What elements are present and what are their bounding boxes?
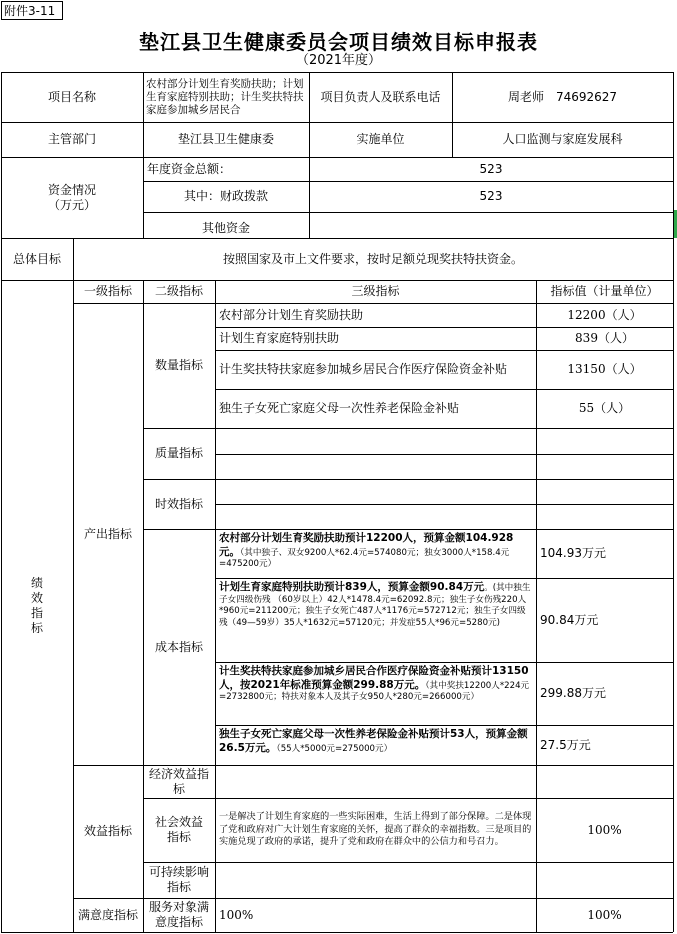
form-subtitle: （2021年度）: [295, 53, 382, 68]
performance-label: [1, 280, 73, 932]
satisfaction-text: 100%: [219, 907, 254, 922]
funds-label-line1: 资金情况: [47, 182, 96, 197]
cost-row-detail: （其中奖扶12200人*224元=2732800元；特扶对象本人及其子女950人*280元=266000元）: [219, 680, 530, 702]
header-level2: 二级指标: [154, 284, 203, 298]
cost-row-bold: 农村部分计划生育奖励扶助预计12200人，预算金额104.928元。: [219, 532, 514, 558]
header-level3: 三级指标: [351, 284, 400, 298]
quality-indicator-label: 质量指标: [154, 446, 203, 460]
output-indicator-label: 产出指标: [83, 526, 132, 541]
funds-other-label: 其他资金: [201, 221, 250, 235]
sustain-indicator-label: 可持续影响指标: [149, 865, 210, 894]
form-title: 垫江县卫生健康委员会项目绩效目标申报表: [139, 30, 538, 54]
quantity-row-name: 计生奖扶特扶家庭参加城乡居民合作医疗保险资金补贴: [219, 362, 508, 376]
quantity-row-name: 计划生育家庭特别扶助: [219, 331, 340, 345]
quantity-row-name: 独生子女死亡家庭父母一次性养老保险金补贴: [219, 401, 460, 415]
quantity-row-name: 农村部分计划生育奖励扶助: [219, 307, 364, 322]
service-satisfaction-label: 服务对象满意度指标: [149, 900, 210, 929]
cost-row-text: [215, 529, 536, 578]
project-owner-value: 周老师 74692627: [507, 89, 618, 104]
social-indicator-value: 100%: [587, 822, 622, 837]
satisfaction-indicator-label: 满意度指标: [77, 907, 138, 922]
cost-row-text: [215, 578, 536, 662]
quantity-indicator-label: 数量指标: [154, 358, 203, 372]
funds-other-value: [309, 212, 673, 238]
unit-label: 实施单位: [356, 132, 405, 146]
cost-row-value: 299.88万元: [540, 686, 606, 700]
department-value: 垫江县卫生健康委: [177, 132, 274, 146]
cost-row-detail: （其中独子、双女9200人*62.4元=574080元；独女3000人*158.4元=475200元）: [219, 547, 510, 569]
funds-label: [1, 157, 143, 238]
cost-row-text: [215, 725, 536, 765]
quantity-row-value: 55（人）: [578, 401, 631, 415]
overall-goal-label: 总体目标: [12, 251, 61, 266]
cost-row-detail: 。(其中独生子女四级伤残 （60岁以上）42人*1478.4元=62092.8元；独生子女伤残220人*960元=211200元；独生子女死亡487人*1176元=572712元；独生子女四级残（49—59岁）35人*1632元=57120元；并发症55人*96元=5280元): [219, 583, 531, 628]
econ-indicator-label: 经济效益指标: [149, 766, 210, 796]
cost-indicator-label: 成本指标: [154, 639, 203, 654]
project-owner-label: 项目负责人及联系电话: [320, 89, 441, 104]
cost-row-detail: （55人*5000元=275000元）: [276, 743, 393, 754]
social-indicator-label: 社会效益指标: [154, 815, 203, 844]
funds-label-line2: （万元）: [47, 197, 96, 212]
perf-label-char: 指: [30, 606, 43, 620]
satisfaction-value: 100%: [587, 907, 622, 922]
social-indicator-text: 一是解决了计划生育家庭的一些实际困难，生活上得到了部分保障。二是体现了党和政府对广大计划生育家庭的关怀，提高了群众的幸福指数。三是项目的实施兑现了政府的承诺，提升了党和政府在群众中的公信力和号召力。: [219, 811, 532, 848]
header-value: 指标值（计量单位）: [550, 284, 659, 298]
quantity-row-value: 839（人）: [575, 331, 634, 345]
cost-row-value: 104.93万元: [540, 546, 606, 560]
perf-label-char: 绩: [30, 576, 43, 590]
quantity-row-value: 12200（人）: [567, 307, 642, 322]
perf-label-char: 标: [30, 621, 43, 635]
funds-fiscal-value: 523: [479, 189, 503, 203]
funds-fiscal-label: 其中：财政拨款: [183, 189, 268, 203]
cost-row-text: [215, 662, 536, 725]
unit-value: 人口监测与家庭发展科: [502, 132, 623, 146]
cost-row-value: 27.5万元: [540, 737, 591, 752]
cost-row-bold: 计生奖扶特扶家庭参加城乡居民合作医疗保险资金补贴预计13150人，按2021年标准预算金额299.88万元。: [219, 665, 529, 691]
project-name-label: 项目名称: [47, 89, 96, 104]
funds-total-label: 年度资金总额：: [147, 161, 232, 176]
benefit-indicator-label: 效益指标: [83, 824, 132, 838]
overall-goal-value: 按照国家及市上文件要求，按时足额兑现奖扶特扶资金。: [222, 251, 523, 266]
funds-total-value: 523: [479, 161, 503, 176]
cost-row-value: 90.84万元: [540, 612, 599, 627]
cost-row-bold: 独生子女死亡家庭父母一次性养老保险金补贴预计53人，预算金额26.5万元。: [219, 728, 528, 754]
attachment-label: 附件3-11: [1, 1, 63, 20]
header-level1: 一级指标: [83, 284, 132, 298]
perf-label-char: 效: [30, 591, 43, 605]
time-indicator-label: 时效指标: [154, 496, 203, 511]
cost-row-bold: 计划生育家庭特别扶助预计839人，预算金额90.84万元: [219, 581, 485, 593]
department-label: 主管部门: [47, 132, 96, 146]
quantity-row-value: 13150（人）: [567, 362, 642, 376]
project-name-value: 农村部分计划生育奖励扶助；计划生育家庭特别扶助；计生奖扶特扶家庭参加城乡居民合: [146, 77, 304, 116]
